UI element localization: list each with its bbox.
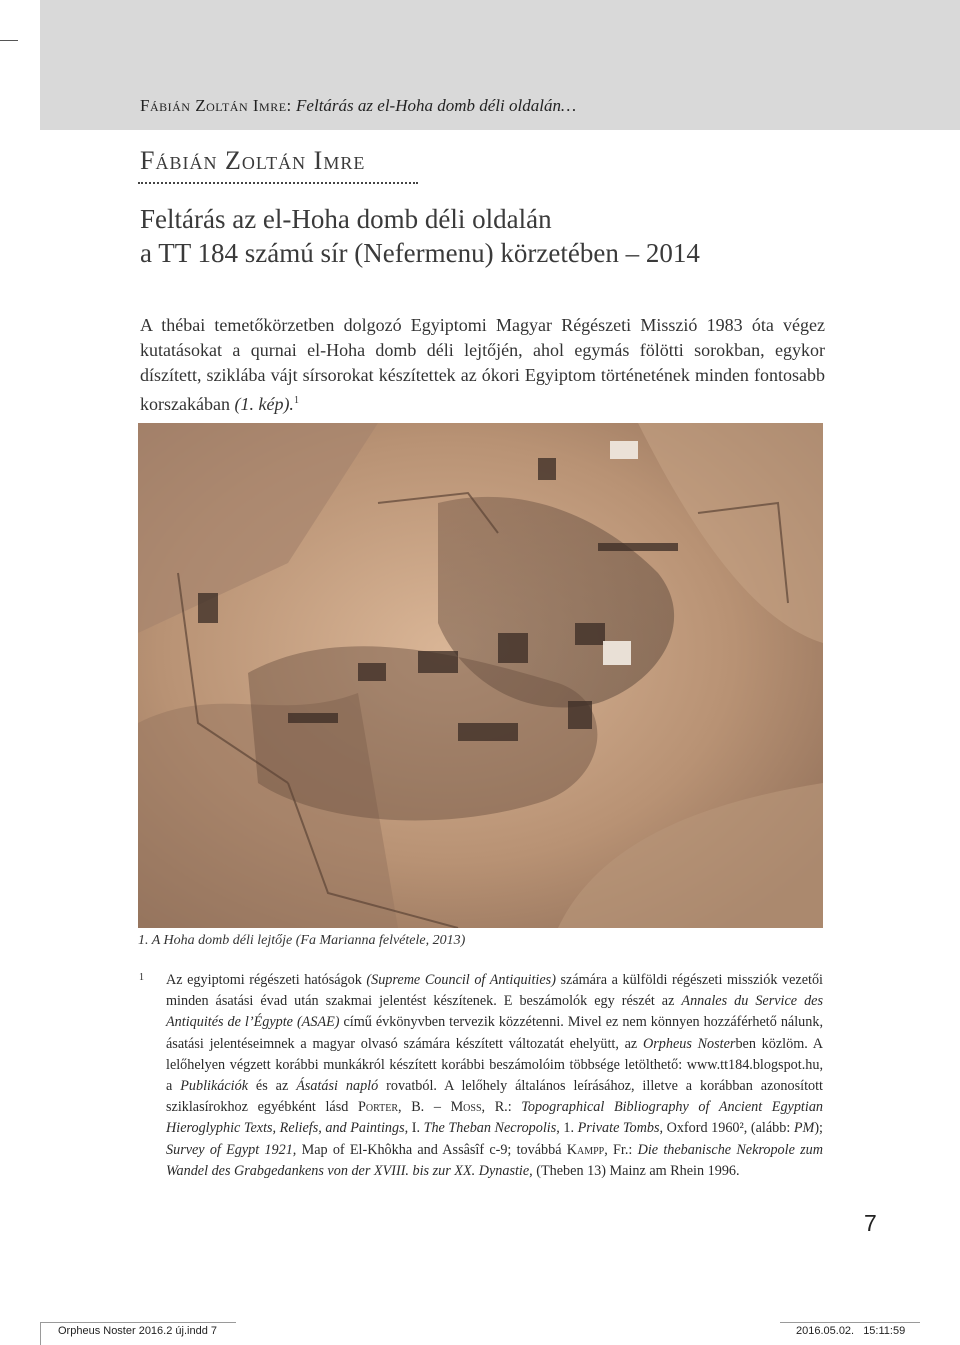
aerial-photo-image (138, 423, 823, 928)
running-head (140, 96, 576, 116)
fn-seg: Private Tombs, (577, 1120, 664, 1137)
intro-paragraph (140, 313, 825, 417)
fn-seg: , 1. (556, 1120, 578, 1137)
crop-mark-top-left-h (0, 40, 18, 41)
fn-seg: Die thebanische Nekropole zum Wandel des Grabgedankens von der XVIII. bis zur XX. Dynastie, (166, 1141, 823, 1179)
fn-seg: PM (793, 1120, 815, 1137)
slug-timestamp (796, 1325, 905, 1337)
title-line-2: a TT 184 számú sír (Nefermenu) körzetében – 2014 (140, 238, 700, 268)
fn-seg: Porter (357, 1099, 399, 1116)
footnote-number: 1 (139, 972, 144, 983)
footnote-marker: 1 (293, 395, 299, 406)
fn-seg: Annales du Service des Antiquités de l’Égypte (ASAE) (166, 993, 823, 1031)
fn-seg: Survey of Egypt 1921, (166, 1141, 297, 1158)
fn-seg: , R.: (481, 1099, 522, 1116)
fn-seg: Orpheus Noster (642, 1035, 736, 1052)
fn-seg: Az egyiptomi régészeti hatóságok (166, 972, 367, 988)
fn-seg: The Theban Necropolis (423, 1120, 557, 1137)
slug-time: 15:11:59 (863, 1325, 906, 1337)
slug-date: 2016.05.02. (796, 1325, 855, 1337)
running-head-author: Fábián Zoltán Imre: (140, 96, 292, 115)
dotted-divider (138, 182, 418, 184)
fn-seg: ben közlöm. A lelőhelyen végzett korábbi munkákról készített korábbi beszámolóim többsége letölthető: www.tt184.blogspot.hu, a (166, 1035, 823, 1095)
fn-seg: számára a külföldi régészeti missziók vezetői minden ásatási évad után szakmai jelentést készítenek. E beszámolók egy részét az (166, 972, 823, 1010)
fn-seg: Moss (450, 1099, 482, 1116)
fn-seg: , Fr.: (604, 1141, 638, 1158)
page-number: 7 (864, 1210, 877, 1236)
fn-seg: és az (248, 1078, 297, 1095)
fn-seg: , B. – (398, 1099, 451, 1116)
fn-seg: Publikációk (180, 1078, 248, 1095)
fn-seg: Kampp (566, 1141, 605, 1158)
fn-seg: , I. (404, 1120, 424, 1137)
fn-seg: (Theben 13) Mainz am Rhein 1996. (532, 1162, 740, 1179)
aerial-photo (138, 423, 823, 928)
fn-seg: című évkönyvben tervezik közzétenni. Mivel ez nem könnyen hozzáférhető nálunk, ásatási jelentéseimnek a magyar olvasó számára készített változatát ehelyütt, az (166, 1014, 823, 1052)
article-title (140, 202, 840, 270)
article-author: Fábián Zoltán Imre (140, 146, 366, 175)
fn-seg: Map of El-Khôkha and Assâsîf c-9; továbbá (296, 1141, 567, 1158)
running-head-title: Feltárás az el-Hoha domb déli oldalán… (296, 96, 577, 115)
fn-seg: Ásatási napló (296, 1078, 379, 1095)
intro-text: A thébai temetőkörzetben dolgozó Egyiptomi Magyar Régészeti Misszió 1983 óta végez kutatásokat a qurnai el-Hoha domb déli lejtőjén, ahol egymás fölötti sorokban, egykor díszített, sziklába vájt sírsorokat készítettek az ókori Egyiptom történetének minden fontosabb korszakában (140, 315, 825, 414)
figure-reference: (1. kép). (234, 394, 294, 414)
title-line-1: Feltárás az el-Hoha domb déli oldalán (140, 204, 552, 234)
photo-caption: 1. A Hoha domb déli lejtője (Fa Marianna felvétele, 2013) (138, 933, 466, 948)
fn-seg: (Supreme Council of Antiquities) (366, 972, 556, 988)
fn-seg: Topographical Bibliography of Ancient Egyptian Hieroglyphic Texts, Reliefs, and Paintings (166, 1099, 824, 1137)
fn-seg: rovatból. A lelőhely általános leírásához, illetve a korábban azonosított sziklasírokhoz egyébként lásd (166, 1078, 823, 1116)
slug-file: Orpheus Noster 2016.2 új.indd 7 (58, 1325, 217, 1337)
fn-seg: Oxford 1960², (alább: (663, 1120, 794, 1137)
footnote-text (166, 970, 823, 1182)
fn-seg: ); (814, 1120, 823, 1137)
